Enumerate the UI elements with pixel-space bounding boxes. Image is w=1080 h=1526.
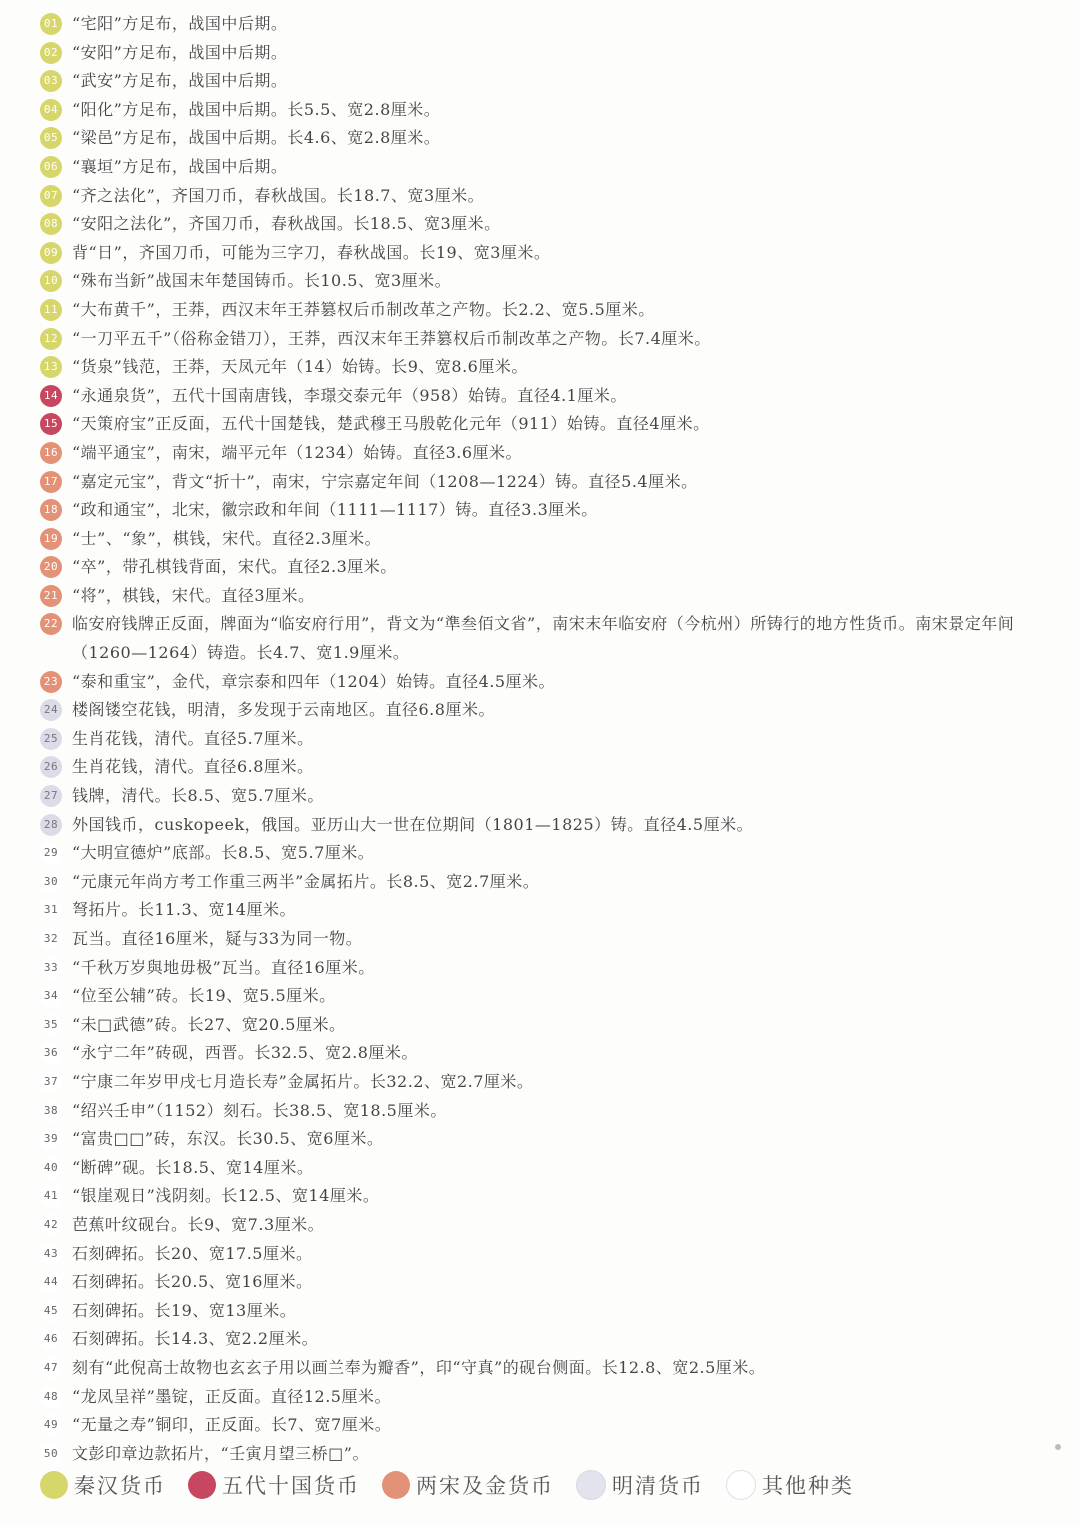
catalog-entry: [40, 1411, 1050, 1440]
catalog-entry: [40, 868, 1050, 897]
entry-list: [40, 10, 1050, 1468]
entry-number-badge: 48: [40, 1386, 62, 1408]
entry-number-badge: 26: [40, 756, 62, 778]
entry-number-badge: 43: [40, 1243, 62, 1265]
entry-text: 石刻碑拓。长20、宽17.5厘米。: [72, 1243, 313, 1263]
entry-text: “货泉”钱范，王莽，天凤元年（14）始铸。长9、宽8.6厘米。: [72, 357, 528, 377]
catalog-entry: [40, 296, 1050, 325]
catalog-entry: [40, 696, 1050, 725]
entry-text: “齐之法化”，齐国刀币，春秋战国。长18.7、宽3厘米。: [72, 185, 485, 205]
catalog-entry: [40, 1011, 1050, 1040]
catalog-entry: [40, 1211, 1050, 1240]
entry-number-badge: 07: [40, 185, 62, 207]
catalog-entry: [40, 124, 1050, 153]
catalog-entry: [40, 67, 1050, 96]
entry-number-badge: 17: [40, 471, 62, 493]
entry-number-badge: 05: [40, 127, 62, 149]
entry-number-badge: 37: [40, 1071, 62, 1093]
catalog-entry: [40, 439, 1050, 468]
entry-number-badge: 36: [40, 1042, 62, 1064]
entry-text: “千秋万岁與地毋极”瓦当。直径16厘米。: [72, 957, 375, 977]
entry-text: “襄垣”方足布，战国中后期。: [72, 156, 288, 176]
entry-text: “位至公辅”砖。长19、宽5.5厘米。: [72, 986, 336, 1006]
legend-item-liangsong: [382, 1470, 554, 1500]
category-legend: [40, 1470, 876, 1500]
entry-text: 文彭印章边款拓片，“壬寅月望三桥□”。: [72, 1443, 369, 1463]
entry-text: “士”、“象”，棋钱，宋代。直径2.3厘米。: [72, 528, 382, 548]
entry-text: “宅阳”方足布，战国中后期。: [72, 14, 288, 33]
entry-number-badge: 24: [40, 699, 62, 721]
entry-text: “安阳”方足布，战国中后期。: [72, 42, 288, 62]
catalog-entry: [40, 1383, 1050, 1412]
entry-number-badge: 29: [40, 842, 62, 864]
catalog-entry: [40, 1354, 1050, 1383]
entry-number-badge: 14: [40, 385, 62, 407]
catalog-entry: [40, 210, 1050, 239]
legend-item-qinhan: [40, 1470, 166, 1500]
entry-number-badge: 02: [40, 42, 62, 64]
entry-number-badge: 04: [40, 99, 62, 121]
entry-number-badge: 41: [40, 1185, 62, 1207]
entry-text: 生肖花钱，清代。直径6.8厘米。: [72, 757, 314, 777]
legend-item-mingqing: [576, 1470, 704, 1500]
entry-number-badge: 10: [40, 270, 62, 292]
entry-text: 刻有“此倪高士故物也玄玄子用以画兰奉为瓣香”，印“守真”的砚台侧面。长12.8、宽2.5厘米。: [72, 1357, 766, 1377]
catalog-entry: [40, 267, 1050, 296]
entry-number-badge: 09: [40, 242, 62, 264]
entry-text: “未□武德”砖。长27、宽20.5厘米。: [72, 1014, 346, 1034]
entry-text: “嘉定元宝”，背文“折十”，南宋，宁宗嘉定年间（1208—1224）铸。直径5.4厘米。: [72, 471, 698, 491]
catalog-entry: [40, 496, 1050, 525]
entry-number-badge: 18: [40, 499, 62, 521]
entry-number-badge: 27: [40, 785, 62, 807]
entry-number-badge: 44: [40, 1271, 62, 1293]
entry-number-badge: 08: [40, 213, 62, 235]
entry-text: “政和通宝”，北宋，徽宗政和年间（1111—1117）铸。直径3.3厘米。: [72, 500, 598, 520]
entry-number-badge: 31: [40, 899, 62, 921]
entry-text: “阳化”方足布，战国中后期。长5.5、宽2.8厘米。: [72, 99, 441, 119]
catalog-entry: [40, 1154, 1050, 1183]
legend-item-other: [726, 1470, 854, 1500]
entry-number-badge: 12: [40, 328, 62, 350]
entry-text: 弩拓片。长11.3、宽14厘米。: [72, 900, 296, 920]
entry-number-badge: 25: [40, 728, 62, 750]
entry-number-badge: 49: [40, 1414, 62, 1436]
entry-text: “大布黄千”，王莽，西汉末年王莽篡权后币制改革之产物。长2.2、宽5.5厘米。: [72, 299, 655, 319]
entry-number-badge: 20: [40, 556, 62, 578]
catalog-entry: [40, 782, 1050, 811]
entry-number-badge: 19: [40, 528, 62, 550]
entry-text: 外国钱币，cuskopeek，俄国。亚历山大一世在位期间（1801—1825）铸。直径4.5厘米。: [72, 814, 754, 834]
catalog-entry: [40, 10, 1050, 39]
entry-number-badge: 13: [40, 356, 62, 378]
catalog-entry: [40, 1039, 1050, 1068]
catalog-entry: [40, 811, 1050, 840]
catalog-entry: [40, 553, 1050, 582]
entry-text: “绍兴壬申”（1152）刻石。长38.5、宽18.5厘米。: [72, 1100, 447, 1120]
catalog-entry: [40, 1097, 1050, 1126]
catalog-entry: [40, 525, 1050, 554]
catalog-entry: [40, 839, 1050, 868]
catalog-entry: [40, 153, 1050, 182]
entry-text: “殊布当釿”战国末年楚国铸币。长10.5、宽3厘米。: [72, 271, 452, 291]
catalog-entry: [40, 325, 1050, 354]
entry-number-badge: 23: [40, 671, 62, 693]
catalog-entry: [40, 610, 1050, 667]
entry-text: 芭蕉叶纹砚台。长9、宽7.3厘米。: [72, 1214, 325, 1234]
entry-text: “泰和重宝”，金代，章宗泰和四年（1204）始铸。直径4.5厘米。: [72, 671, 556, 691]
legend-color-dot: [726, 1470, 756, 1500]
entry-number-badge: 15: [40, 413, 62, 435]
catalog-entry: [40, 39, 1050, 68]
entry-text: 石刻碑拓。长14.3、宽2.2厘米。: [72, 1329, 319, 1349]
catalog-entry: [40, 1440, 1050, 1469]
entry-number-badge: 39: [40, 1128, 62, 1150]
catalog-entry: [40, 982, 1050, 1011]
entry-number-badge: 32: [40, 928, 62, 950]
entry-text: “宁康二年岁甲戌七月造长寿”金属拓片。长32.2、宽2.7厘米。: [72, 1071, 534, 1091]
entry-text: 生肖花钱，清代。直径5.7厘米。: [72, 728, 314, 748]
entry-text: “无量之寿”铜印，正反面。长7、宽7厘米。: [72, 1415, 392, 1435]
entry-number-badge: 47: [40, 1357, 62, 1379]
catalog-entry: [40, 954, 1050, 983]
entry-text: “梁邑”方足布，战国中后期。长4.6、宽2.8厘米。: [72, 128, 441, 148]
entry-text: “端平通宝”，南宋，端平元年（1234）始铸。直径3.6厘米。: [72, 442, 523, 462]
entry-text: “大明宣德炉”底部。长8.5、宽5.7厘米。: [72, 843, 375, 863]
entry-number-badge: 30: [40, 871, 62, 893]
catalog-entry: [40, 1125, 1050, 1154]
catalog-entry: [40, 896, 1050, 925]
legend-label: 明清货币: [612, 1474, 704, 1498]
legend-label: 秦汉货币: [74, 1474, 166, 1498]
entry-text: 瓦当。直径16厘米，疑与33为同一物。: [72, 929, 363, 948]
entry-number-badge: 45: [40, 1300, 62, 1322]
catalog-entry: [40, 468, 1050, 497]
entry-text: 楼阁镂空花钱，明清，多发现于云南地区。直径6.8厘米。: [72, 700, 495, 720]
entry-text: “卒”，带孔棋钱背面，宋代。直径2.3厘米。: [72, 557, 397, 577]
legend-label: 两宋及金货币: [416, 1474, 554, 1498]
legend-label: 五代十国货币: [222, 1474, 360, 1498]
catalog-entry: [40, 353, 1050, 382]
catalog-entry: [40, 725, 1050, 754]
entry-text: “安阳之法化”，齐国刀币，春秋战国。长18.5、宽3厘米。: [72, 214, 501, 234]
entry-text: “天策府宝”正反面，五代十国楚钱，楚武穆王马殷乾化元年（911）始铸。直径4厘米。: [72, 414, 710, 434]
entry-number-badge: 22: [40, 613, 62, 635]
catalog-entry: [40, 182, 1050, 211]
entry-number-badge: 40: [40, 1157, 62, 1179]
entry-text: “武安”方足布，战国中后期。: [72, 71, 288, 91]
entry-number-badge: 06: [40, 156, 62, 178]
catalog-entry: [40, 410, 1050, 439]
catalog-entry: [40, 1240, 1050, 1269]
entry-text: “永宁二年”砖砚，西晋。长32.5、宽2.8厘米。: [72, 1043, 418, 1063]
entry-text: “断碑”砚。长18.5、宽14厘米。: [72, 1157, 314, 1177]
entry-text: 石刻碑拓。长19、宽13厘米。: [72, 1300, 297, 1320]
entry-text: “银崖观日”浅阴刻。长12.5、宽14厘米。: [72, 1186, 380, 1206]
entry-text: “永通泉货”，五代十国南唐钱，李璟交泰元年（958）始铸。直径4.1厘米。: [72, 385, 627, 405]
catalog-entry: [40, 1182, 1050, 1211]
legend-color-dot: [576, 1470, 606, 1500]
entry-number-badge: 21: [40, 585, 62, 607]
entry-text: “龙凤呈祥”墨锭，正反面。直径12.5厘米。: [72, 1386, 391, 1406]
legend-color-dot: [188, 1471, 216, 1499]
catalog-entry: [40, 925, 1050, 954]
entry-number-badge: 28: [40, 814, 62, 836]
entry-number-badge: 16: [40, 442, 62, 464]
legend-color-dot: [40, 1471, 68, 1499]
entry-text: “元康元年尚方考工作重三两半”金属拓片。长8.5、宽2.7厘米。: [72, 871, 540, 891]
entry-number-badge: 46: [40, 1328, 62, 1350]
entry-number-badge: 42: [40, 1214, 62, 1236]
catalog-entry: [40, 753, 1050, 782]
entry-text: 临安府钱牌正反面，牌面为“临安府行用”，背文为“準叁佰文省”，南宋末年临安府（今杭州）所铸行的地方性货币。南宋景定年间（1260—1264）铸造。长4.7、宽1.9厘米。: [72, 614, 1015, 663]
entry-number-badge: 34: [40, 985, 62, 1007]
entry-number-badge: 03: [40, 70, 62, 92]
catalog-entry: [40, 668, 1050, 697]
entry-number-badge: 50: [40, 1443, 62, 1465]
entry-text: 背“日”，齐国刀币，可能为三字刀，春秋战国。长19、宽3厘米。: [72, 242, 551, 262]
catalog-entry: [40, 1268, 1050, 1297]
entry-number-badge: 38: [40, 1100, 62, 1122]
page-marker-dot: [1055, 1444, 1061, 1450]
entry-number-badge: 01: [40, 13, 62, 35]
entry-text: “将”，棋钱，宋代。直径3厘米。: [72, 585, 315, 605]
catalog-entry: [40, 582, 1050, 611]
legend-item-wudai: [188, 1470, 360, 1500]
catalog-entry: [40, 1297, 1050, 1326]
entry-text: 石刻碑拓。长20.5、宽16厘米。: [72, 1272, 313, 1292]
catalog-entry: [40, 239, 1050, 268]
catalog-entry: [40, 1068, 1050, 1097]
catalog-entry: [40, 1325, 1050, 1354]
entry-number-badge: 11: [40, 299, 62, 321]
entry-text: “一刀平五千”（俗称金错刀），王莽，西汉末年王莽篡权后币制改革之产物。长7.4厘米。: [72, 328, 711, 348]
entry-text: “富贵□□”砖，东汉。长30.5、宽6厘米。: [72, 1129, 384, 1149]
entry-text: 钱牌，清代。长8.5、宽5.7厘米。: [72, 786, 324, 806]
entry-number-badge: 35: [40, 1014, 62, 1036]
catalog-entry: [40, 382, 1050, 411]
legend-label: 其他种类: [762, 1474, 854, 1498]
entry-number-badge: 33: [40, 957, 62, 979]
legend-color-dot: [382, 1471, 410, 1499]
catalog-entry: [40, 96, 1050, 125]
